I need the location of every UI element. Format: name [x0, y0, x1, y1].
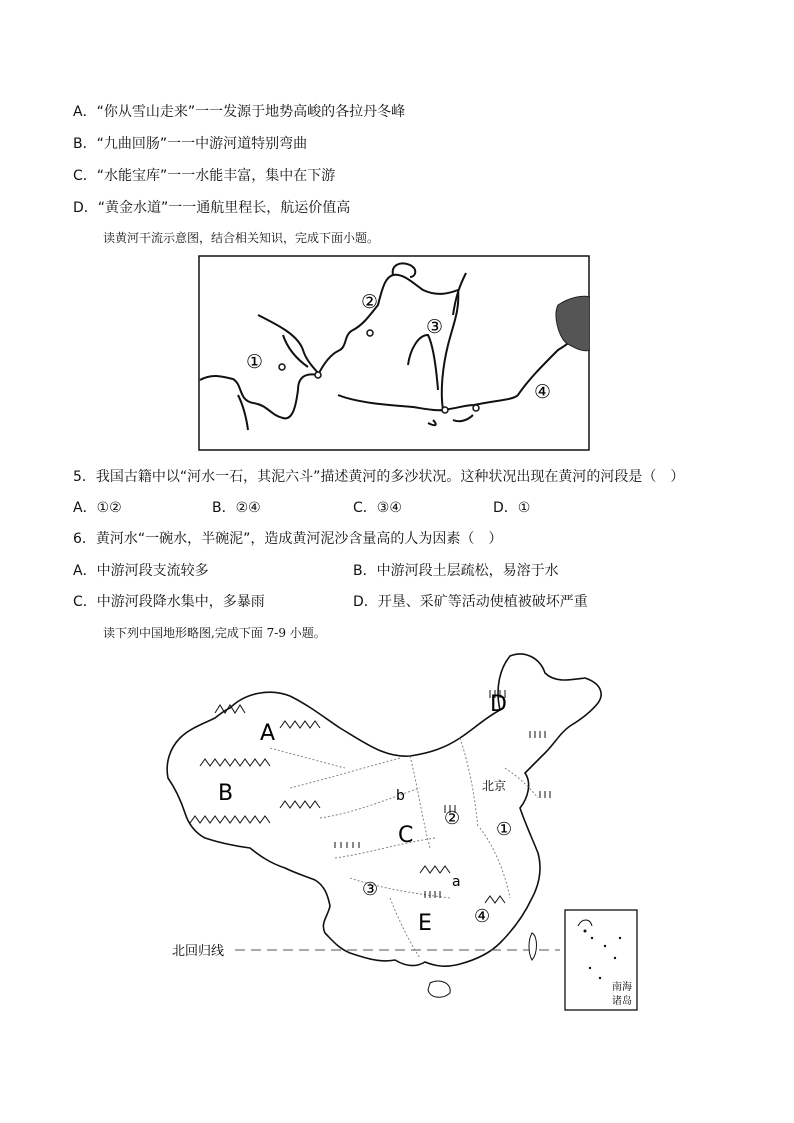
map2-label-3: ③ [362, 879, 379, 900]
map2-label-1: ① [496, 819, 513, 840]
map1-label-4: ④ [534, 381, 552, 403]
map2-label-4: ④ [474, 906, 491, 927]
map2-inset-label-1: 南海 [612, 982, 632, 993]
map2-inset-label-2: 诸岛 [612, 996, 632, 1007]
q6-option-d: D．开垦、采矿等活动使植被破坏严重 [353, 594, 588, 610]
q5-stem: 5．我国古籍中以“河水一石，其泥六斗”描述黄河的多沙状况。这种状况出现在黄河的河段是（ ） [73, 469, 685, 485]
q4-option-a: A．“你从雪山走来”一一发源于地势高峻的各拉丹冬峰 [73, 104, 406, 120]
q6-option-b: B．中游河段土层疏松，易溶于水 [353, 563, 559, 579]
q5-option-b: B．②④ [212, 500, 261, 516]
map2-label-a: a [452, 874, 461, 890]
q4-option-c: C．“水能宝库”一一水能丰富，集中在下游 [73, 168, 336, 184]
q6-option-c: C．中游河段降水集中，多暴雨 [73, 594, 265, 610]
map2-label-beijing: 北京 [482, 779, 507, 793]
yellow-river-map [198, 255, 590, 451]
map2-label-E: E [418, 911, 432, 936]
q5-option-a: A．①② [73, 500, 122, 516]
map1-label-2: ② [361, 291, 379, 313]
map1-label-1: ① [246, 351, 264, 373]
q4-option-b: B．“九曲回肠”一一中游河道特别弯曲 [73, 136, 308, 152]
map2-label-A: A [260, 721, 276, 746]
q6-option-a: A．中游河段支流较多 [73, 563, 209, 579]
map2-label-b: b [396, 788, 405, 804]
map2-label-D: D [490, 692, 507, 717]
map1-label-3: ③ [426, 316, 444, 338]
map2-label-tropic: 北回归线 [172, 944, 225, 959]
map2-label-B: B [218, 781, 234, 806]
q4-option-d: D．“黄金水道”一一通航里程长，航运价值高 [73, 200, 351, 216]
q5-option-d: D．① [493, 500, 531, 516]
map2-label-2: ② [444, 808, 461, 829]
map1-intro: 读黄河干流示意图，结合相关知识，完成下面小题。 [103, 231, 380, 245]
q6-stem: 6．黄河水“一碗水，半碗泥”，造成黄河泥沙含量高的人为因素（ ） [73, 531, 503, 547]
china-terrain-map [160, 648, 650, 1016]
q5-option-c: C．③④ [353, 500, 402, 516]
map2-label-C: C [398, 823, 414, 848]
map2-intro: 读下列中国地形略图,完成下面 7-9 小题。 [103, 626, 326, 640]
